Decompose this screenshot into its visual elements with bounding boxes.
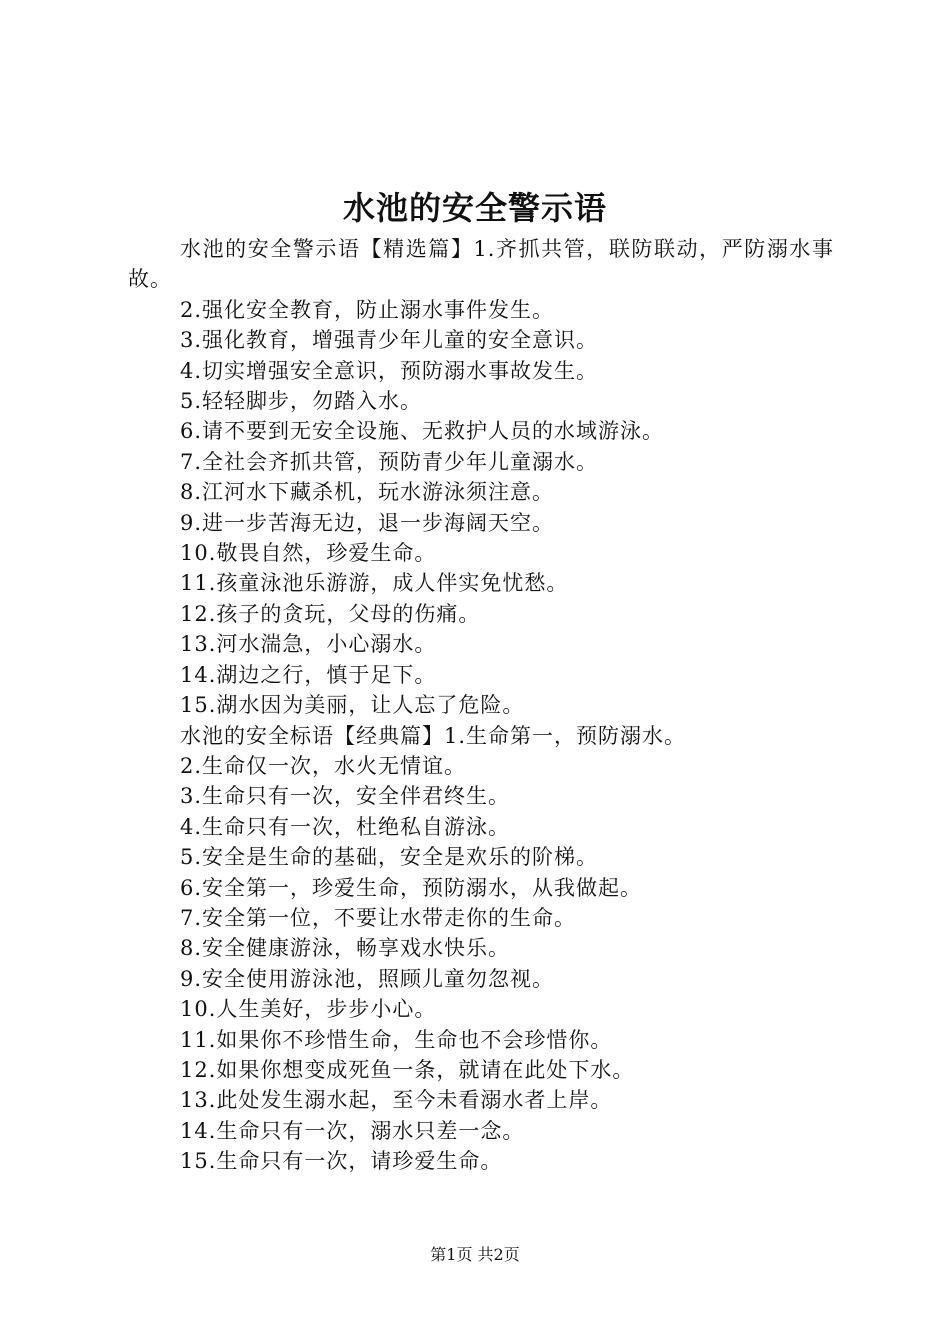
slogan-list	[128, 295, 834, 1177]
slogan-line: 5.安全是生命的基础，安全是欢乐的阶梯。	[180, 845, 599, 870]
slogan-line: 3.强化教育，增强青少年儿童的安全意识。	[180, 328, 599, 353]
slogan-line: 7.安全第一位，不要让水带走你的生命。	[180, 905, 577, 930]
slogan-line: 12.如果你想变成死鱼一条，就请在此处下水。	[180, 1057, 635, 1082]
slogan-line: 4.生命只有一次，杜绝私自游泳。	[180, 814, 511, 839]
slogan-line: 11.孩童泳池乐游游，成人伴实免忧愁。	[180, 571, 569, 596]
slogan-line: 6.请不要到无安全设施、无救护人员的水域游泳。	[180, 419, 665, 444]
slogan-line: 2.生命仅一次，水火无情谊。	[180, 753, 467, 778]
slogan-line: 6.安全第一，珍爱生命，预防溺水，从我做起。	[180, 875, 643, 900]
page-title: 水池的安全警示语	[342, 189, 607, 227]
slogan-line: 3.生命只有一次，安全伴君终生。	[180, 784, 511, 809]
slogan-line: 8.安全健康游泳，畅享戏水快乐。	[180, 936, 511, 961]
slogan-line: 15.湖水因为美丽，让人忘了危险。	[180, 693, 525, 718]
slogan-line: 13.河水湍急，小心溺水。	[180, 632, 437, 657]
document-body	[128, 234, 834, 1177]
intro-paragraph: 水池的安全警示语【精选篇】1.齐抓共管，联防联动，严防溺水事故。	[128, 237, 834, 292]
page-footer: 第1页 共2页	[430, 1245, 520, 1264]
slogan-line: 9.安全使用游泳池，照顾儿童勿忽视。	[180, 966, 555, 991]
slogan-line: 9.进一步苦海无边，退一步海阔天空。	[180, 510, 555, 535]
slogan-line: 2.强化安全教育，防止溺水事件发生。	[180, 297, 555, 322]
slogan-line: 7.全社会齐抓共管，预防青少年儿童溺水。	[180, 449, 599, 474]
slogan-line: 10.敬畏自然，珍爱生命。	[180, 541, 437, 566]
slogan-line: 4.切实增强安全意识，预防溺水事故发生。	[180, 358, 599, 383]
slogan-line: 12.孩子的贪玩，父母的伤痛。	[180, 601, 481, 626]
slogan-line: 14.湖边之行，慎于足下。	[180, 662, 437, 687]
slogan-line: 15.生命只有一次，请珍爱生命。	[180, 1149, 503, 1174]
slogan-line: 8.江河水下藏杀机，玩水游泳须注意。	[180, 480, 555, 505]
slogan-line: 14.生命只有一次，溺水只差一念。	[180, 1118, 525, 1143]
slogan-line: 水池的安全标语【经典篇】1.生命第一，预防溺水。	[180, 723, 687, 748]
slogan-line: 13.此处发生溺水起，至今未看溺水者上岸。	[180, 1088, 613, 1113]
slogan-line: 11.如果你不珍惜生命，生命也不会珍惜你。	[180, 1027, 613, 1052]
slogan-line: 10.人生美好，步步小心。	[180, 997, 437, 1022]
slogan-line: 5.轻轻脚步，勿踏入水。	[180, 389, 423, 414]
